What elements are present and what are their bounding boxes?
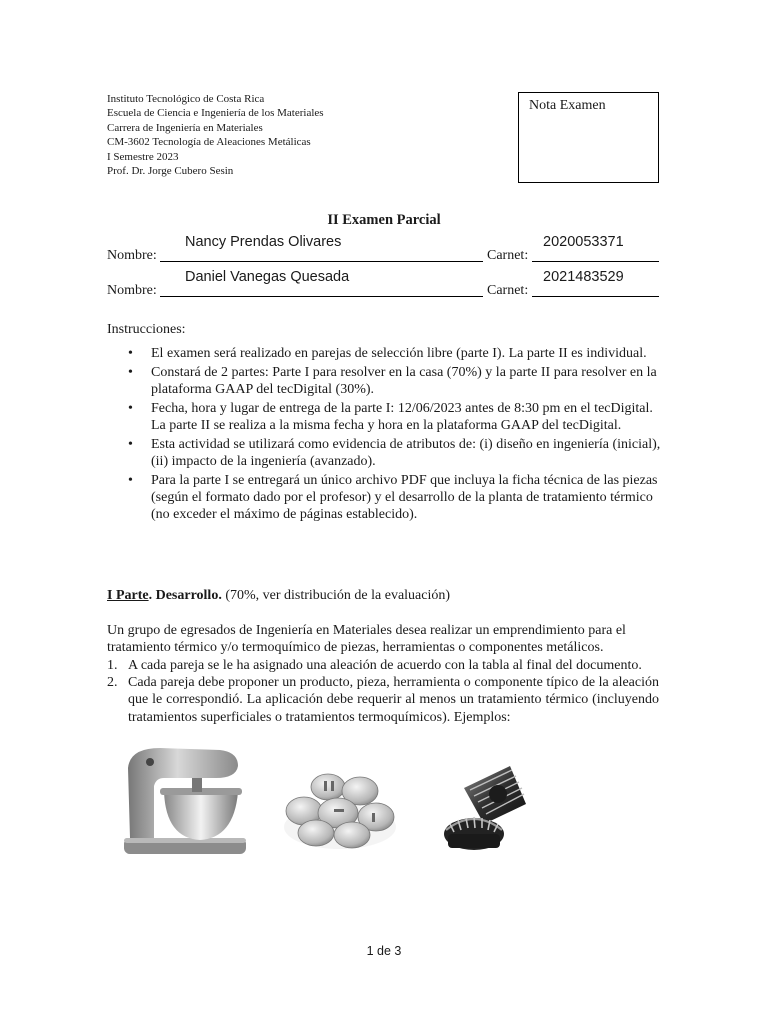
carnet-label: Carnet: [487,248,529,263]
student-carnet: 2021483529 [543,269,624,285]
part-heading-text: Desarrollo. [155,588,222,603]
instruction-item: • Para la parte I se entregará un único archivo PDF que incluya la ficha técnica de las piezas (según el formato dado por el profesor) y el desarrollo de la planta de tratamiento térmico (no exceder el máximo de páginas establecido). [128,472,664,524]
page-number: 1 de 3 [366,944,402,958]
numbered-list [107,657,659,726]
gear-bottom [444,817,504,850]
part-intro: Un grupo de egresados de Ingeniería en Materiales desea realizar un emprendimiento para el tratamiento térmico y/o termoquímico de piezas, herramientas o componentes metálicos. [107,623,626,656]
gear-top [464,766,526,824]
student-name: Daniel Vanegas Quesada [185,269,350,285]
header-line: Carrera de Ingeniería en Materiales [107,121,263,134]
carnet-underline [532,261,659,262]
instruction-item: • Esta actividad se utilizará como evidencia de atributos de: (i) diseño en ingeniería (inicial), (ii) impacto de la ingeniería (avanzado). [128,436,664,470]
student-row-1 [107,234,659,264]
bevel-gears-image [440,760,548,856]
name-underline [160,296,483,297]
list-item [107,674,659,726]
instruction-item: • El examen será realizado en parejas de selección libre (parte I). La parte II es individual. [128,345,664,362]
part-sep: . [148,588,156,603]
part-label: I Parte [107,588,149,603]
instruction-item: • Constará de 2 partes: Parte I para resolver en la casa (70%) y la parte II para resolver en la plataforma GAAP del tecDigital (30%). [128,364,664,398]
header-line: Instituto Tecnológico de Costa Rica [107,93,265,105]
student-name: Nancy Prendas Olivares [185,234,342,250]
list-text: A cada pareja se le ha asignado una aleación de acuerdo con la tabla al final del documento. [128,658,642,673]
name-label: Nombre: [107,248,157,263]
stand-mixer-image [120,742,260,860]
instructions-label: Instrucciones: [107,322,186,337]
list-number: 1. [107,658,118,673]
exam-title: II Examen Parcial [327,212,441,228]
header-line: CM-3602 Tecnología de Aleaciones Metálicas [107,136,311,149]
instruction-item: • Fecha, hora y lugar de entrega de la parte I: 12/06/2023 antes de 8:30 pm en el tecDigital. La parte II se realiza a la misma fecha y hora en la plataforma GAAP del tecDigital. [128,400,664,434]
student-carnet: 2020053371 [543,234,624,250]
part-heading [107,588,450,604]
metal-discs-image [280,765,400,853]
name-underline [160,261,483,262]
student-row-2 [107,269,659,299]
name-label: Nombre: [107,283,157,298]
grade-box [518,92,659,183]
part-note: (70%, ver distribución de la evaluación) [221,588,451,603]
header-line: Prof. Dr. Jorge Cubero Sesin [107,165,234,178]
list-text: Cada pareja debe proponer un producto, pieza, herramienta o componente típico de la aleación que le correspondió. La aplicación debe requerir al menos un tratamiento térmico (incluyendo tratamientos superficiales o tratamientos termoquímicos). Ejemplos: [128,675,659,725]
header-line: Escuela de Ciencia e Ingeniería de los Materiales [107,107,324,120]
grade-box-label: Nota Examen [529,98,606,113]
list-number: 2. [107,675,118,691]
carnet-underline [532,296,659,297]
list-item [107,657,659,674]
instructions-list [128,345,664,525]
header-line: I Semestre 2023 [107,150,179,163]
carnet-label: Carnet: [487,283,529,298]
institution-header [107,92,324,178]
